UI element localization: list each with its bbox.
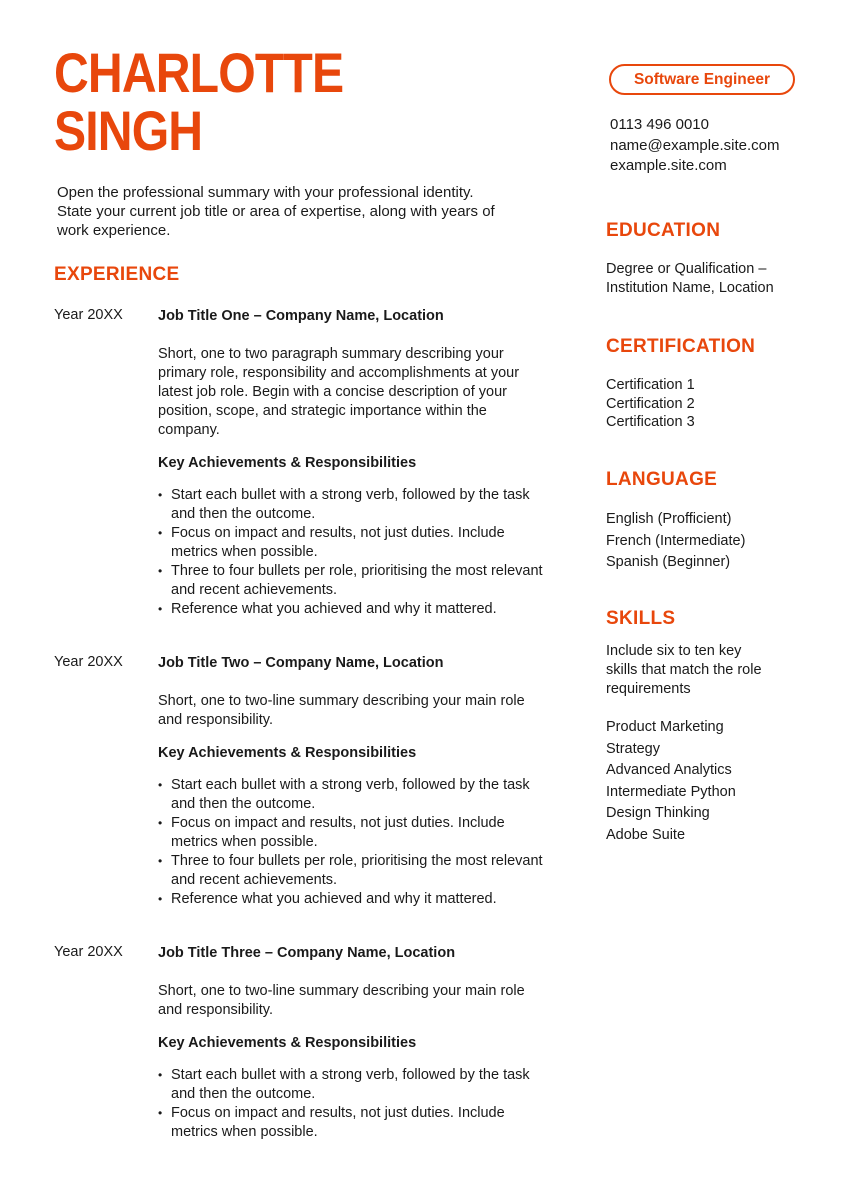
job-title: Job Title One – Company Name, Location: [158, 308, 444, 324]
job-description: Short, one to two-line summary describing your main role and responsibility.: [158, 693, 525, 728]
language-section: [606, 469, 816, 574]
achievements-heading: Key Achievements & Responsibilities: [158, 745, 417, 761]
certification-item: Certification 3: [606, 414, 695, 430]
first-name: CHARLOTTE: [54, 41, 344, 104]
job-title: Job Title Two – Company Name, Location: [158, 655, 444, 671]
achievements-list: [158, 1066, 543, 1142]
phone-number: 0113 496 0010: [610, 116, 709, 133]
achievement-item: • Three to four bullets per role, prioritising the most relevant and recent achievements.: [158, 852, 543, 890]
skill-item: Design Thinking: [606, 805, 710, 821]
achievement-item: • Start each bullet with a strong verb, followed by the task and then the outcome.: [158, 486, 543, 524]
language-item: French (Intermediate): [606, 532, 746, 549]
skills-intro: Include six to ten key skills that match the role requirements: [606, 643, 762, 697]
job-year: Year 20XX: [54, 307, 123, 323]
candidate-name: [54, 41, 344, 162]
role-badge: Software Engineer: [609, 64, 795, 95]
last-name: SINGH: [54, 99, 203, 162]
achievement-item: • Three to four bullets per role, prioritising the most relevant and recent achievements.: [158, 562, 543, 600]
job-title: Job Title Three – Company Name, Location: [158, 945, 456, 961]
language-item: English (Profficient): [606, 511, 732, 527]
certification-heading: CERTIFICATION: [606, 336, 756, 357]
skill-item: Adobe Suite: [606, 826, 686, 843]
contact-block: [610, 115, 779, 177]
job-year: Year 20XX: [54, 944, 123, 960]
achievement-item: • Start each bullet with a strong verb, followed by the task and then the outcome.: [158, 1066, 543, 1104]
email-address: name@example.site.com: [610, 136, 780, 154]
skills-section: [606, 608, 816, 846]
job-description: Short, one to two-line summary describing your main role and responsibility.: [158, 983, 525, 1018]
achievement-item: • Start each bullet with a strong verb, followed by the task and then the outcome.: [158, 776, 543, 814]
achievements-heading: Key Achievements & Responsibilities: [158, 1035, 417, 1051]
skills-heading: SKILLS: [606, 608, 676, 629]
website: example.site.com: [610, 157, 727, 174]
experience-heading: EXPERIENCE: [54, 264, 180, 285]
education-institution: Institution Name, Location: [606, 280, 774, 296]
achievement-item: • Reference what you achieved and why it mattered.: [158, 890, 543, 909]
achievement-item: • Focus on impact and results, not just duties. Include metrics when possible.: [158, 814, 543, 852]
skill-item: Advanced Analytics: [606, 762, 732, 778]
job-year: Year 20XX: [54, 654, 123, 670]
language-item: Spanish (Beginner): [606, 554, 731, 570]
certification-section: [606, 336, 816, 432]
skill-item: Intermediate Python: [606, 783, 736, 800]
achievement-item: • Reference what you achieved and why it mattered.: [158, 600, 543, 619]
achievements-heading: Key Achievements & Responsibilities: [158, 455, 417, 471]
skill-item: Strategy: [606, 740, 660, 757]
education-heading: EDUCATION: [606, 220, 721, 241]
education-section: [606, 220, 816, 298]
achievements-list: [158, 486, 543, 619]
achievement-item: • Focus on impact and results, not just duties. Include metrics when possible.: [158, 1104, 543, 1142]
achievement-item: • Focus on impact and results, not just duties. Include metrics when possible.: [158, 524, 543, 562]
education-degree: Degree or Qualification –: [606, 261, 767, 277]
skill-item: Product Marketing: [606, 719, 724, 735]
language-heading: LANGUAGE: [606, 469, 718, 490]
achievements-list: [158, 776, 543, 909]
certification-item: Certification 1: [606, 377, 695, 393]
job-description: Short, one to two paragraph summary describing your primary role, responsibility and accomplishments at your latest job role. Begin with a concise description of your position, scope, and strategic importance within the company.: [158, 346, 520, 438]
certification-item: Certification 2: [606, 395, 695, 412]
professional-summary: Open the professional summary with your professional identity. State your current job title or area of expertise, along with years of work experience.: [57, 184, 495, 239]
